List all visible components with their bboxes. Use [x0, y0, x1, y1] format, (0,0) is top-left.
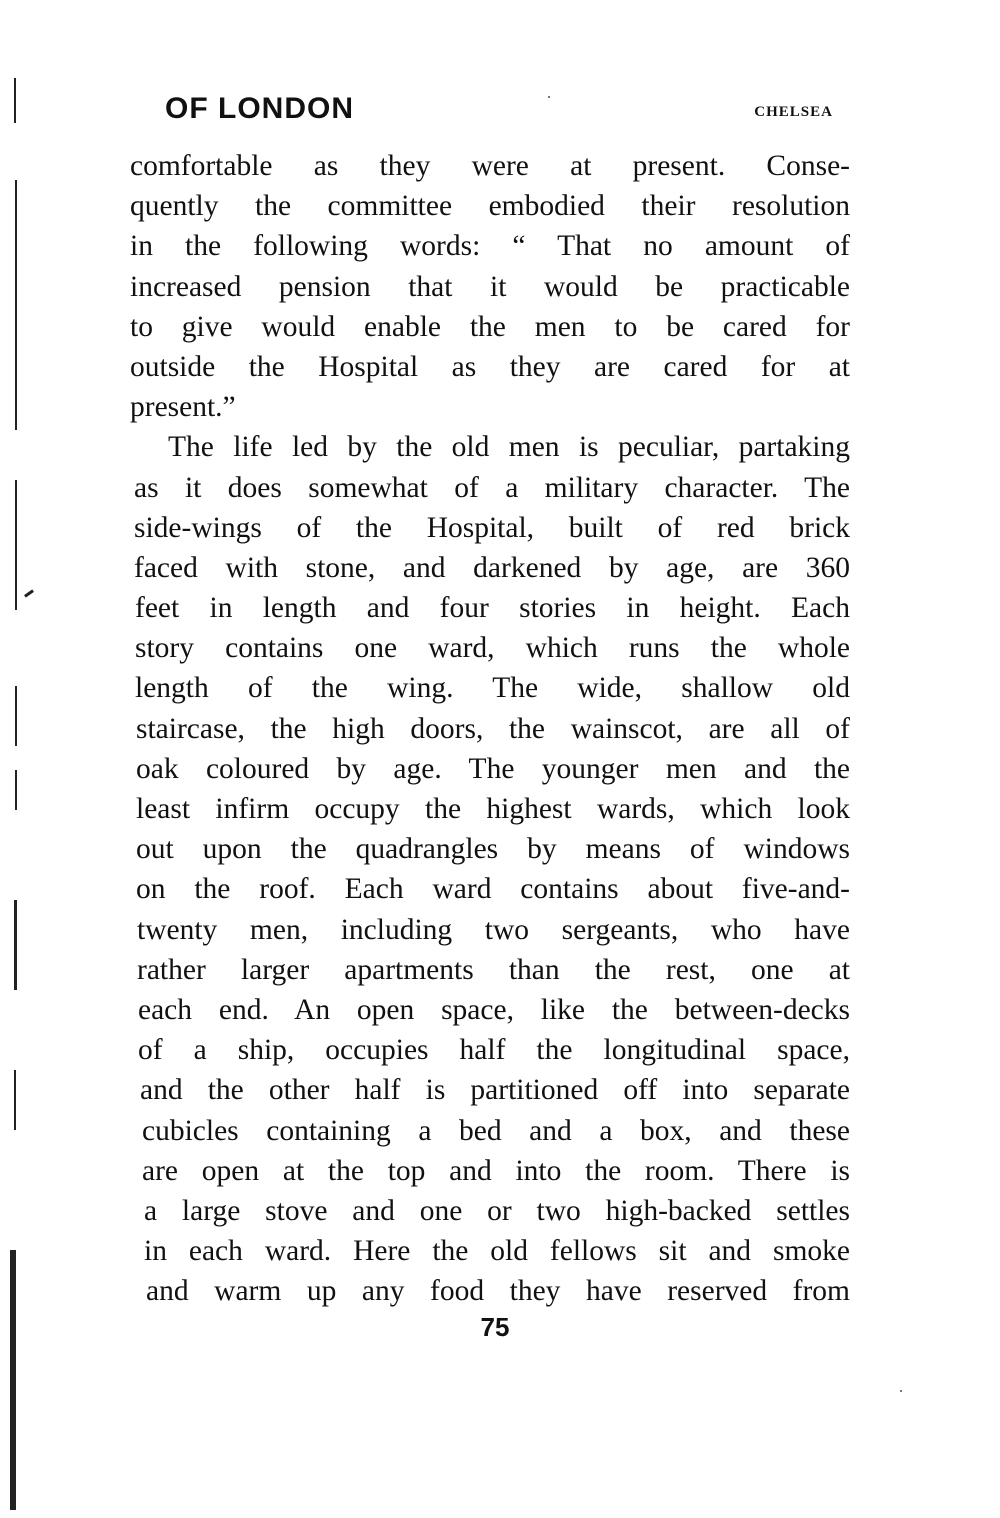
text-line: and warm up any food they have reserved from: [146, 1275, 850, 1308]
text-line: quently the committee embodied their resolution: [130, 190, 850, 223]
binding-edge-mark: [14, 900, 17, 990]
text-line: feet in length and four stories in height. Each: [135, 592, 850, 625]
page-number-text: 75: [480, 1312, 510, 1342]
text-line: length of the wing. The wide, shallow old: [135, 672, 850, 705]
text-line: comfortable as they were at present. Conse-: [130, 150, 850, 182]
text-line: The life led by the old men is peculiar, partaking: [168, 431, 850, 464]
text-line: twenty men, including two sergeants, who have: [137, 913, 850, 946]
binding-edge-mark: [14, 1070, 16, 1130]
running-head: [165, 92, 833, 132]
body-text: [130, 146, 850, 1311]
text-line: in the following words: “ That no amount of: [130, 230, 850, 263]
text-line: present.”: [130, 391, 236, 424]
text-line: faced with stone, and darkened by age, are 360: [134, 551, 850, 584]
text-line: to give would enable the men to be cared for: [130, 310, 850, 343]
text-line: on the roof. Each ward contains about five-and-: [136, 873, 850, 906]
text-line: out upon the quadrangles by means of windows: [136, 833, 850, 866]
binding-edge-mark: [14, 78, 16, 123]
text-line: staircase, the high doors, the wainscot, are all of: [136, 712, 850, 745]
text-line: as it does somewhat of a military character. The: [134, 471, 850, 504]
binding-edge-mark: [15, 180, 17, 430]
text-line: least infirm occupy the highest wards, which look: [136, 793, 850, 825]
text-line: a large stove and one or two high-backed settles: [144, 1194, 850, 1227]
text-line: oak coloured by age. The younger men and the: [136, 752, 850, 785]
binding-edge-mark: [15, 770, 17, 810]
binding-edge-mark: [15, 686, 17, 746]
text-line: story contains one ward, which runs the whole: [135, 632, 850, 665]
text-line: side-wings of the Hospital, built of red brick: [134, 511, 850, 544]
text-line: increased pension that it would be practicable: [130, 270, 850, 303]
text-line: each end. An open space, like the between-decks: [138, 993, 850, 1026]
running-head-section: CHELSEA: [754, 104, 833, 120]
text-line: in each ward. Here the old fellows sit and smoke: [144, 1235, 850, 1268]
text-line: and the other half is partitioned off into separate: [140, 1074, 850, 1107]
text-line: rather larger apartments than the rest, one at: [137, 953, 850, 986]
running-head-title: OF LONDON: [165, 92, 354, 125]
text-line: outside the Hospital as they are cared for at: [130, 350, 850, 383]
binding-edge-mark: [24, 589, 34, 597]
binding-edge-mark: [15, 480, 17, 610]
text-line: are open at the top and into the room. There is: [142, 1154, 850, 1187]
binding-edge-mark: [10, 1250, 16, 1510]
scan-speck: [900, 1390, 902, 1392]
text-line: of a ship, occupies half the longitudinal space,: [138, 1034, 850, 1067]
text-line: cubicles containing a bed and a box, and these: [142, 1114, 850, 1147]
page-number: [0, 1312, 1000, 1343]
